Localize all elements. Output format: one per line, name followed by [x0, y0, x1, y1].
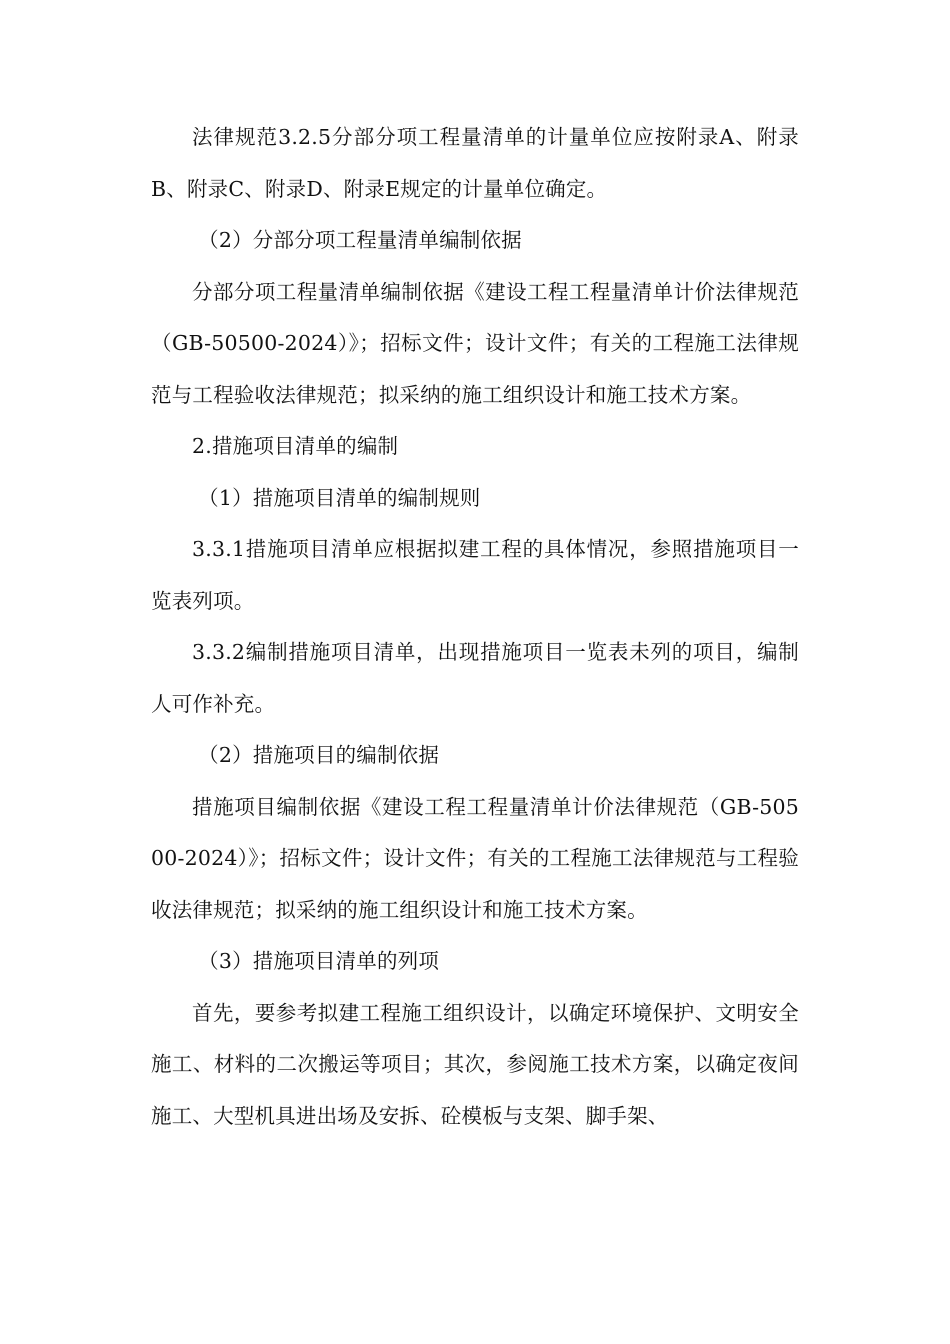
paragraph-measure-items: 首先，要参考拟建工程施工组织设计，以确定环境保护、文明安全施工、材料的二次搬运等项目；其次，参阅施工技术方案，以确定夜间施工、大型机具进出场及安拆、砼模板与支架、脚手架、	[151, 1000, 799, 1128]
paragraph-measurement-unit: 法律规范3.2.5分部分项工程量清单的计量单位应按附录A、附录B、附录C、附录D、附录E规定的计量单位确定。	[151, 125, 799, 201]
paragraph-rule-3-3-2: 3.3.2编制措施项目清单，出现措施项目一览表未列的项目，编制人可作补充。	[151, 640, 799, 716]
heading-measure-rules: （1）措施项目清单的编制规则	[198, 485, 481, 510]
heading-measure-basis: （2）措施项目的编制依据	[198, 743, 440, 767]
paragraph-measure-basis: 措施项目编制依据《建设工程工程量清单计价法律规范（GB-50500-2024）》；招标文件；设计文件；有关的工程施工法律规范与工程验收法律规范；拟采纳的施工组织设计和施工技术方案。	[151, 794, 799, 922]
paragraph-sub-item-basis: 分部分项工程量清单编制依据《建设工程工程量清单计价法律规范（GB-50500-2024）》；招标文件；设计文件；有关的工程施工法律规范与工程验收法律规范；拟采纳的施工组织设计和施工技术方案。	[151, 279, 799, 407]
paragraph-rule-3-3-1: 3.3.1措施项目清单应根据拟建工程的具体情况，参照措施项目一览表列项。	[151, 537, 799, 613]
document-body	[151, 112, 799, 1142]
heading-sub-item-basis: （2）分部分项工程量清单编制依据	[198, 228, 522, 252]
heading-measure-items: （3）措施项目清单的列项	[198, 949, 440, 973]
heading-measure-list: 2.措施项目清单的编制	[192, 434, 399, 458]
